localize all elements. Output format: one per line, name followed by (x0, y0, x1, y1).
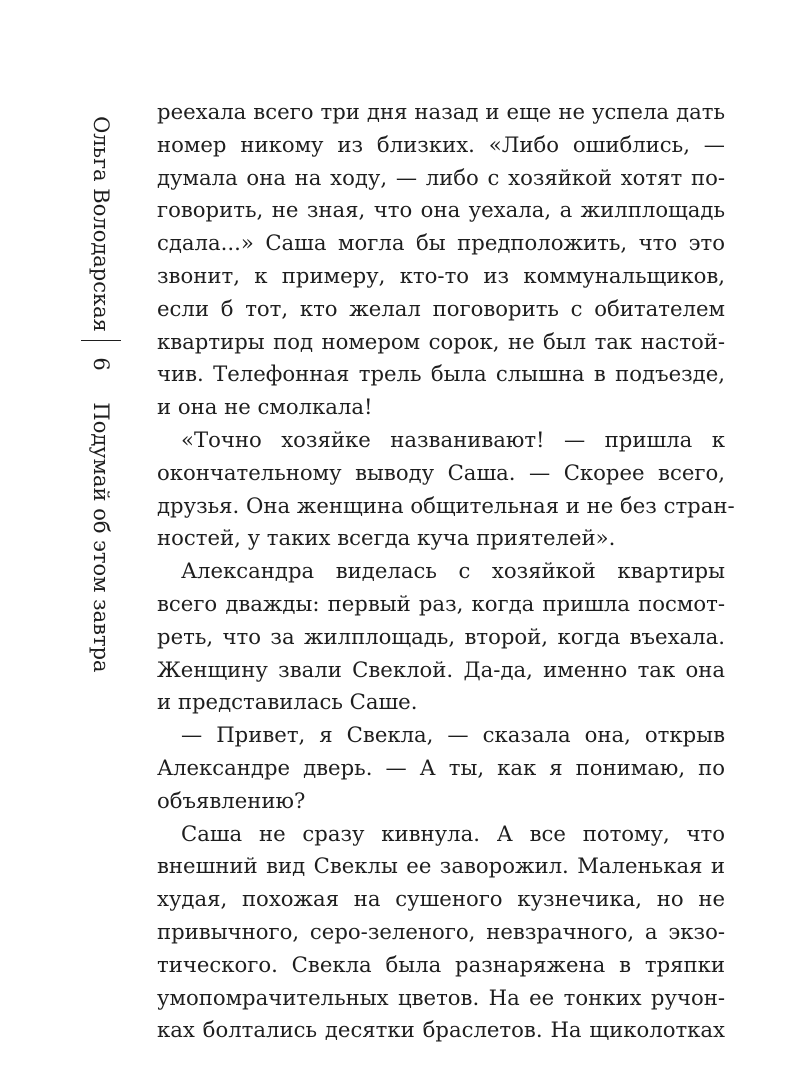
text-line: всего дважды: первый раз, когда пришла посмот- (157, 590, 725, 616)
text-line: сдала...» Саша могла бы предположить, что это (157, 230, 725, 256)
text-line: объявлению? (157, 787, 306, 813)
text-line: и она не смолкала! (157, 394, 373, 420)
page-number: 6 (89, 357, 113, 371)
text-line: реехала всего три дня назад и еще не успела дать (157, 99, 725, 124)
text-line: Александра виделась с хозяйкой квартиры (181, 558, 725, 584)
running-head-book-title: Подумай об этом завтра (89, 402, 113, 673)
running-head-author: Ольга Володарская (89, 116, 113, 332)
text-line: худая, похожая на сушеного кузнечика, но не (157, 886, 725, 912)
running-head (72, 108, 130, 688)
text-line: номер никому из близких. «Либо ошиблись, — (157, 131, 725, 157)
text-line: тического. Свекла была разнаряжена в тряпки (157, 951, 725, 977)
text-line: внешний вид Свеклы ее заворожил. Маленькая и (157, 853, 725, 879)
text-line: говорить, не зная, что она уехала, а жилплощадь (157, 197, 725, 223)
text-line: реть, что за жилплощадь, второй, когда въехала. (157, 623, 725, 649)
text-line: умопомрачительных цветов. На ее тонких ручон- (157, 984, 725, 1010)
text-line: и представилась Саше. (157, 689, 418, 715)
text-line: ностей, у таких всегда куча приятелей». (157, 525, 616, 551)
text-line: «Точно хозяйке названивают! — пришла к (181, 426, 725, 452)
text-line: — Привет, я Свекла, — сказала она, открыв (181, 722, 725, 748)
text-line: привычного, серо-зеленого, невзрачного, а экзо- (157, 918, 725, 944)
text-line: Женщину звали Свеклой. Да-да, именно так она (157, 656, 725, 682)
text-line: квартиры под номером сорок, не был так настой- (157, 328, 725, 354)
text-line: звонит, к примеру, кто-то из коммунальщиков, (157, 262, 725, 288)
text-line: окончательному выводу Саша. — Скорее всего, (157, 459, 725, 485)
text-line: Александре дверь. — А ты, как я понимаю, по (157, 754, 725, 780)
text-line: если б тот, кто желал поговорить с обитателем (157, 295, 725, 321)
text-line: чив. Телефонная трель была слышна в подъезде, (157, 361, 725, 387)
running-head-rotated (72, 108, 130, 688)
text-line: ках болтались десятки браслетов. На щиколотках (157, 1017, 725, 1043)
text-line: Саша не сразу кивнула. А все потому, что (181, 820, 725, 846)
text-line: друзья. Она женщина общительная и не без стран- (157, 492, 735, 518)
body-text (157, 96, 735, 1047)
text-line: думала она на ходу, — либо с хозяйкой хотят по- (157, 164, 725, 190)
